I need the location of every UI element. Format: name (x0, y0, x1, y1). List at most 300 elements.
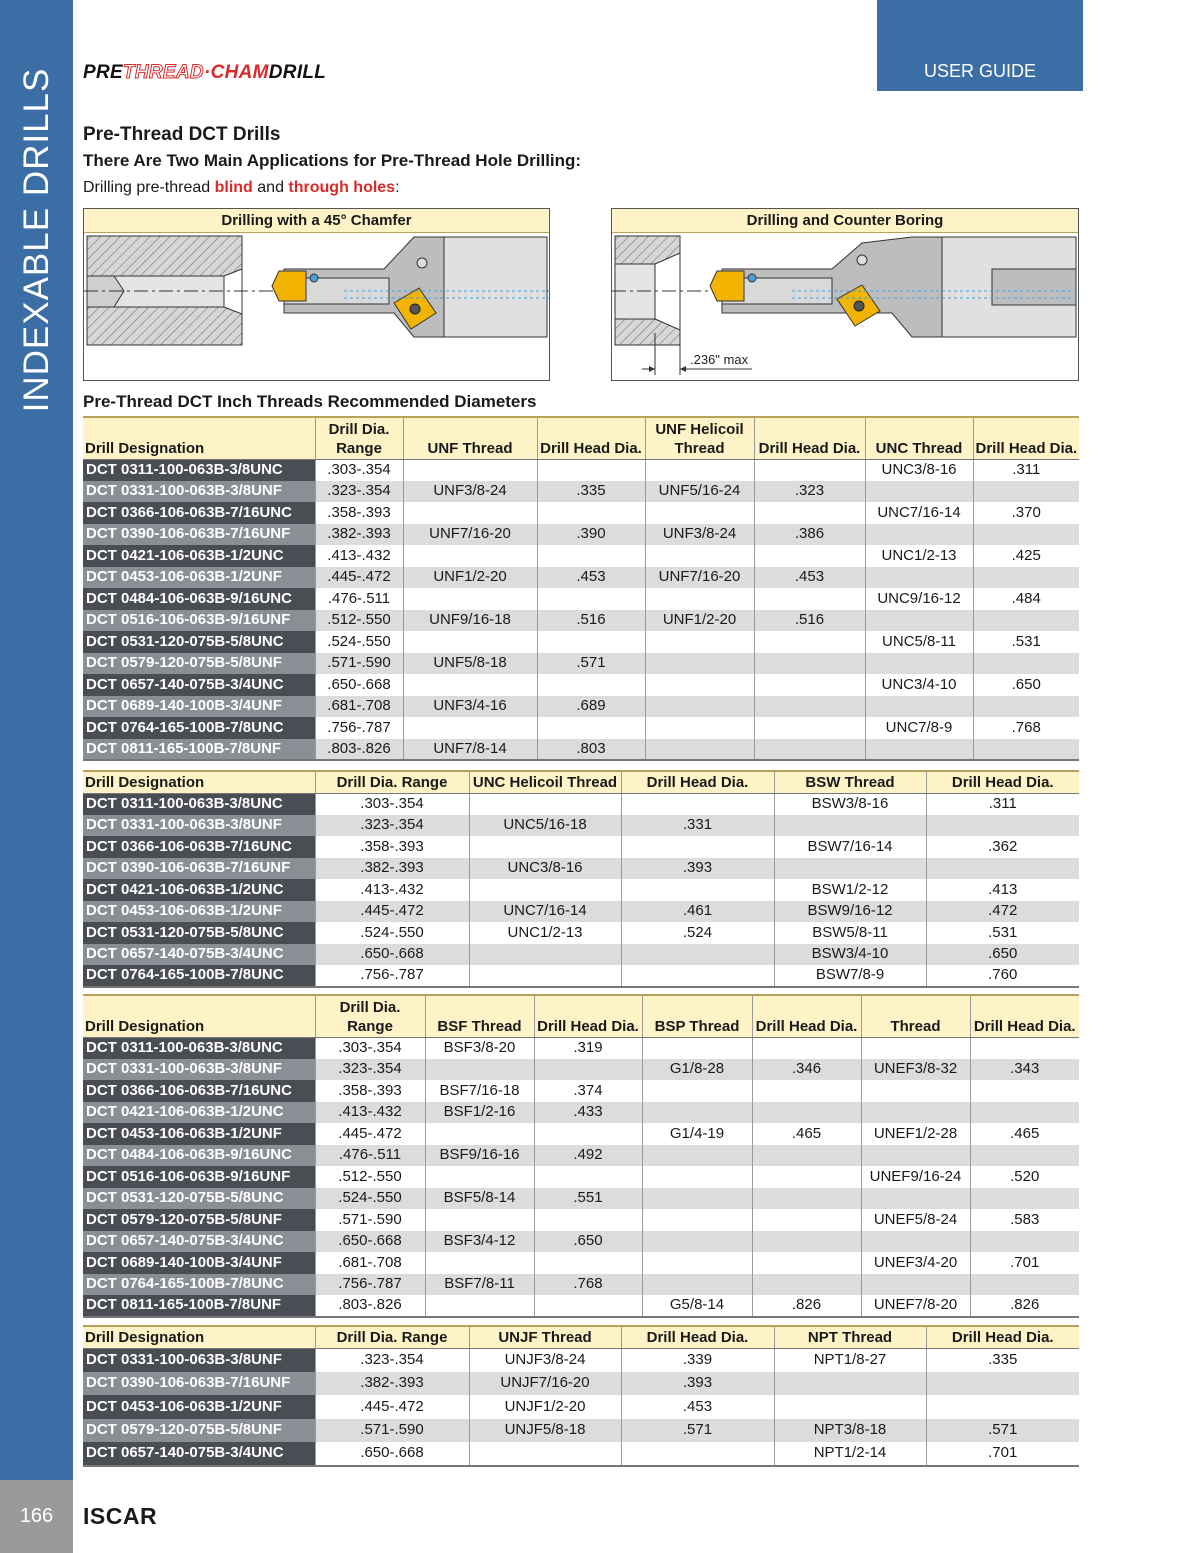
table-cell (973, 610, 1079, 632)
table-cell (752, 1231, 861, 1253)
table-row (83, 1231, 1079, 1253)
table-cell (642, 1037, 752, 1059)
col-header: Drill Head Dia. (752, 995, 861, 1037)
table-cell (752, 1102, 861, 1124)
table-cell: .303-.354 (315, 793, 469, 815)
table-cell (865, 481, 973, 503)
table-row (83, 545, 1079, 567)
table-cell (752, 1274, 861, 1296)
table-bsf-bsp-unef (83, 994, 1079, 1318)
table-cell (469, 965, 621, 987)
intro-text (83, 179, 400, 197)
table-cell (861, 1231, 970, 1253)
table-cell (861, 1188, 970, 1210)
table-cell: .512-.550 (315, 610, 403, 632)
table-row (83, 793, 1079, 815)
table-row (83, 858, 1079, 880)
table-cell: UNC5/16-18 (469, 815, 621, 837)
table-cell (754, 459, 865, 481)
col-header (315, 995, 425, 1037)
brand-thread: THREAD (122, 62, 204, 83)
table-cell: NPT1/8-27 (774, 1348, 926, 1372)
col-header: Drill Head Dia. (970, 995, 1079, 1037)
table-cell (752, 1037, 861, 1059)
table-row (83, 610, 1079, 632)
table-cell: BSF7/16-18 (425, 1080, 534, 1102)
col-header: UNC Thread (865, 417, 973, 459)
table-cell: .551 (534, 1188, 642, 1210)
table-row (83, 696, 1079, 718)
table-cell: .681-.708 (315, 696, 403, 718)
drill-designation-cell: DCT 0484-106-063B-9/16UNC (83, 1145, 315, 1167)
chamfer-drill-illustration (84, 233, 549, 380)
table-header-row (83, 417, 1079, 459)
table-cell: .650 (926, 944, 1079, 966)
table-cell (774, 858, 926, 880)
table-cell (754, 502, 865, 524)
table-cell (534, 1123, 642, 1145)
table-cell: UNEF5/8-24 (861, 1209, 970, 1231)
table-cell (425, 1123, 534, 1145)
table-cell: .465 (752, 1123, 861, 1145)
col-header: Drill Head Dia. (534, 995, 642, 1037)
side-title-text: INDEXABLE DRILLS (17, 67, 56, 413)
table-cell (754, 739, 865, 761)
table-cell: BSF3/4-12 (425, 1231, 534, 1253)
diagram-chamfer (83, 208, 550, 381)
drill-designation-cell: DCT 0764-165-100B-7/8UNC (83, 717, 315, 739)
table-row (83, 1252, 1079, 1274)
table-cell: UNC5/8-11 (865, 631, 973, 653)
table-cell (642, 1231, 752, 1253)
intro-through: through holes (288, 179, 396, 196)
table-unjf-npt (83, 1325, 1079, 1467)
table-cell (861, 1145, 970, 1167)
table-cell (926, 815, 1079, 837)
table-cell: UNJF1/2-20 (469, 1395, 621, 1419)
table-cell (970, 1188, 1079, 1210)
table-cell (861, 1102, 970, 1124)
table-cell: UNC7/8-9 (865, 717, 973, 739)
table-cell: UNC1/2-13 (469, 922, 621, 944)
drill-designation-cell: DCT 0811-165-100B-7/8UNF (83, 739, 315, 761)
table-row (83, 944, 1079, 966)
dimension-label: .236" max (690, 352, 749, 367)
drill-tool (272, 237, 549, 337)
table-cell: .413-.432 (315, 1102, 425, 1124)
table-row (83, 879, 1079, 901)
table-cell: .701 (926, 1442, 1079, 1466)
drill-designation-cell: DCT 0531-120-075B-5/8UNC (83, 631, 315, 653)
table-cell (752, 1166, 861, 1188)
table-cell (926, 1372, 1079, 1396)
table-cell (865, 739, 973, 761)
table-row (83, 1123, 1079, 1145)
table-row (83, 1037, 1079, 1059)
insert-icon (710, 271, 744, 301)
table-unc-helicoil-bsw (83, 770, 1079, 988)
table-cell: UNF5/16-24 (645, 481, 754, 503)
table-cell: .516 (537, 610, 645, 632)
col-header: Drill Head Dia. (926, 1326, 1079, 1348)
table-cell (752, 1145, 861, 1167)
col-header-line: Range (347, 1017, 393, 1035)
drill-designation-cell: DCT 0531-120-075B-5/8UNC (83, 922, 315, 944)
col-header: UNJF Thread (469, 1326, 621, 1348)
table-cell (645, 545, 754, 567)
table-cell: .382-.393 (315, 524, 403, 546)
table-cell (754, 631, 865, 653)
drill-designation-cell: DCT 0311-100-063B-3/8UNC (83, 793, 315, 815)
col-header: Drill Head Dia. (621, 1326, 774, 1348)
table-row (83, 1372, 1079, 1396)
table-cell: .413 (926, 879, 1079, 901)
table-cell (534, 1166, 642, 1188)
table-cell (642, 1188, 752, 1210)
drill-designation-cell: DCT 0366-106-063B-7/16UNC (83, 836, 315, 858)
table-row (83, 901, 1079, 923)
table-cell (645, 696, 754, 718)
table-cell: UNEF9/16-24 (861, 1166, 970, 1188)
table-cell: .370 (973, 502, 1079, 524)
table-cell: .339 (621, 1348, 774, 1372)
table-cell (469, 836, 621, 858)
table-cell (537, 459, 645, 481)
table-cell: .358-.393 (315, 1080, 425, 1102)
drill-designation-cell: DCT 0390-106-063B-7/16UNF (83, 524, 315, 546)
table-cell: BSF9/16-16 (425, 1145, 534, 1167)
table-cell (754, 696, 865, 718)
drill-designation-cell: DCT 0421-106-063B-1/2UNC (83, 1102, 315, 1124)
table-cell: UNF7/16-20 (403, 524, 537, 546)
table-cell (973, 696, 1079, 718)
table-row (83, 739, 1079, 761)
table-cell: .311 (926, 793, 1079, 815)
table-cell: .323-.354 (315, 1059, 425, 1081)
table-row (83, 965, 1079, 987)
table-cell: .701 (970, 1252, 1079, 1274)
drill-designation-cell: DCT 0453-106-063B-1/2UNF (83, 901, 315, 923)
table-cell (425, 1059, 534, 1081)
col-header: Drill Designation (83, 995, 315, 1037)
screw-icon (410, 304, 420, 314)
table-cell: BSF3/8-20 (425, 1037, 534, 1059)
table-cell (621, 944, 774, 966)
iscar-logo: ISCAR (83, 1503, 158, 1529)
table-row (83, 1166, 1079, 1188)
table-cell: .445-.472 (315, 567, 403, 589)
table-cell (973, 567, 1079, 589)
brand-logo (83, 62, 326, 84)
table-cell: .331 (621, 815, 774, 837)
table-row (83, 674, 1079, 696)
insert-icon (272, 271, 306, 301)
table-cell (537, 502, 645, 524)
table-row (83, 1395, 1079, 1419)
col-header: Thread (861, 995, 970, 1037)
table-cell: UNEF7/8-20 (861, 1295, 970, 1317)
coolant-hole-icon (310, 274, 318, 282)
table-cell (642, 1166, 752, 1188)
table-cell (752, 1080, 861, 1102)
table-cell: .465 (970, 1123, 1079, 1145)
table-cell: BSW1/2-12 (774, 879, 926, 901)
table-cell: .531 (926, 922, 1079, 944)
table-cell (973, 739, 1079, 761)
table-row (83, 1145, 1079, 1167)
table-cell (403, 631, 537, 653)
table-cell: .476-.511 (315, 1145, 425, 1167)
table-cell (926, 858, 1079, 880)
table-cell: UNJF7/16-20 (469, 1372, 621, 1396)
table-row (83, 1188, 1079, 1210)
table-cell: .453 (537, 567, 645, 589)
drill-designation-cell: DCT 0421-106-063B-1/2UNC (83, 879, 315, 901)
col-header: BSW Thread (774, 771, 926, 793)
table-cell (865, 653, 973, 675)
col-header: Drill Head Dia. (973, 417, 1079, 459)
drill-designation-cell: DCT 0516-106-063B-9/16UNF (83, 610, 315, 632)
table-row (83, 717, 1079, 739)
table-cell (537, 588, 645, 610)
drill-designation-cell: DCT 0453-106-063B-1/2UNF (83, 1395, 315, 1419)
table-cell: UNC7/16-14 (469, 901, 621, 923)
col-header-line: Thread (674, 439, 725, 457)
table-cell: .303-.354 (315, 459, 403, 481)
diagram-counter-bore (611, 208, 1079, 381)
table-row (83, 481, 1079, 503)
table-cell: .756-.787 (315, 1274, 425, 1296)
table-unf-unc (83, 416, 1079, 761)
table-cell: .445-.472 (315, 1395, 469, 1419)
table-cell: .346 (752, 1059, 861, 1081)
screw-icon (417, 258, 427, 268)
table-cell: UNF9/16-18 (403, 610, 537, 632)
table-cell: UNEF1/2-28 (861, 1123, 970, 1145)
table-cell (469, 879, 621, 901)
table-cell (970, 1102, 1079, 1124)
table-cell: .358-.393 (315, 836, 469, 858)
table-cell (403, 459, 537, 481)
table-cell (621, 793, 774, 815)
table-cell: .335 (537, 481, 645, 503)
table-cell: UNF3/8-24 (645, 524, 754, 546)
col-header: BSF Thread (425, 995, 534, 1037)
table-cell: .531 (973, 631, 1079, 653)
table-row (83, 567, 1079, 589)
table-cell: .362 (926, 836, 1079, 858)
col-header: Drill Designation (83, 417, 315, 459)
table-row (83, 815, 1079, 837)
table-cell (754, 653, 865, 675)
table-cell (621, 836, 774, 858)
table-cell: UNC3/8-16 (865, 459, 973, 481)
col-header (315, 417, 403, 459)
table-cell: UNF5/8-18 (403, 653, 537, 675)
table-cell (642, 1209, 752, 1231)
table-cell: .492 (534, 1145, 642, 1167)
table-cell: UNEF3/4-20 (861, 1252, 970, 1274)
table-cell (469, 944, 621, 966)
user-guide-tab: USER GUIDE (877, 0, 1083, 91)
drill-designation-cell: DCT 0366-106-063B-7/16UNC (83, 502, 315, 524)
col-header: Drill Head Dia. (754, 417, 865, 459)
table-cell (645, 653, 754, 675)
table-cell (752, 1209, 861, 1231)
table-cell: BSW7/16-14 (774, 836, 926, 858)
table-cell (973, 524, 1079, 546)
table-cell: .393 (621, 858, 774, 880)
table-row (83, 1295, 1079, 1317)
table-cell: UNF7/16-20 (645, 567, 754, 589)
table-cell: .571 (537, 653, 645, 675)
table-row (83, 1419, 1079, 1443)
drill-designation-cell: DCT 0366-106-063B-7/16UNC (83, 1080, 315, 1102)
drill-designation-cell: DCT 0484-106-063B-9/16UNC (83, 588, 315, 610)
table-cell: BSF1/2-16 (425, 1102, 534, 1124)
table-cell (645, 631, 754, 653)
table-cell: .425 (973, 545, 1079, 567)
table-cell (403, 502, 537, 524)
table-header-row (83, 771, 1079, 793)
table-cell: BSF7/8-11 (425, 1274, 534, 1296)
brand-drill: DRILL (268, 62, 327, 83)
table-cell (645, 502, 754, 524)
table-cell (970, 1037, 1079, 1059)
table-cell: .445-.472 (315, 901, 469, 923)
table-cell: .303-.354 (315, 1037, 425, 1059)
table-cell (973, 481, 1079, 503)
table-cell: .393 (621, 1372, 774, 1396)
drill-designation-cell: DCT 0689-140-100B-3/4UNF (83, 1252, 315, 1274)
table-cell: .484 (973, 588, 1079, 610)
table-cell (403, 545, 537, 567)
col-header: NPT Thread (774, 1326, 926, 1348)
table-cell: .524-.550 (315, 1188, 425, 1210)
table-cell: .374 (534, 1080, 642, 1102)
table-cell: NPT3/8-18 (774, 1419, 926, 1443)
section-title: Pre-Thread DCT Drills (83, 124, 281, 145)
drill-designation-cell: DCT 0390-106-063B-7/16UNF (83, 1372, 315, 1396)
table-cell: .453 (621, 1395, 774, 1419)
table-cell (425, 1209, 534, 1231)
table-row (83, 1274, 1079, 1296)
table-cell (534, 1059, 642, 1081)
table-cell: .689 (537, 696, 645, 718)
table-cell (645, 739, 754, 761)
table-cell: .390 (537, 524, 645, 546)
table-cell: UNC9/16-12 (865, 588, 973, 610)
table-cell (774, 1395, 926, 1419)
table-cell (970, 1274, 1079, 1296)
table-cell: .756-.787 (315, 965, 469, 987)
col-header (645, 417, 754, 459)
table-cell (534, 1295, 642, 1317)
table-cell (645, 588, 754, 610)
table-cell (642, 1252, 752, 1274)
brand-dot: · (203, 62, 211, 83)
counter-bore-drill-illustration (612, 233, 1078, 380)
table-cell (403, 674, 537, 696)
table-cell (970, 1231, 1079, 1253)
table-cell: .335 (926, 1348, 1079, 1372)
brand-cham: CHAM (210, 62, 269, 83)
table-row (83, 836, 1079, 858)
table-cell: UNJF5/8-18 (469, 1419, 621, 1443)
drill-designation-cell: DCT 0311-100-063B-3/8UNC (83, 459, 315, 481)
table-cell (754, 588, 865, 610)
table-cell (642, 1274, 752, 1296)
drill-designation-cell: DCT 0579-120-075B-5/8UNF (83, 653, 315, 675)
table-cell: .650-.668 (315, 1231, 425, 1253)
table-cell: .382-.393 (315, 1372, 469, 1396)
table-cell: .413-.432 (315, 545, 403, 567)
table-cell: UNJF3/8-24 (469, 1348, 621, 1372)
table-row (83, 922, 1079, 944)
table-cell: BSW9/16-12 (774, 901, 926, 923)
table-cell (973, 653, 1079, 675)
table-cell: UNC3/8-16 (469, 858, 621, 880)
table-cell: .472 (926, 901, 1079, 923)
table-cell: .571-.590 (315, 1209, 425, 1231)
drill-designation-cell: DCT 0811-165-100B-7/8UNF (83, 1295, 315, 1317)
col-header: Drill Dia. Range (315, 1326, 469, 1348)
table-cell (970, 1145, 1079, 1167)
table-cell: .386 (754, 524, 865, 546)
table-cell: .323-.354 (315, 1348, 469, 1372)
table-cell: .516 (754, 610, 865, 632)
table-cell (469, 1442, 621, 1466)
screw-icon (857, 255, 867, 265)
drill-designation-cell: DCT 0453-106-063B-1/2UNF (83, 1123, 315, 1145)
drill-designation-cell: DCT 0689-140-100B-3/4UNF (83, 696, 315, 718)
table-cell: .583 (970, 1209, 1079, 1231)
drill-designation-cell: DCT 0516-106-063B-9/16UNF (83, 1166, 315, 1188)
table-cell: .803 (537, 739, 645, 761)
col-header-line: Range (336, 439, 382, 457)
table-cell (621, 879, 774, 901)
table-header-row (83, 1326, 1079, 1348)
col-header-line: Drill Dia. (328, 420, 390, 438)
table-cell: G1/4-19 (642, 1123, 752, 1145)
table-cell (865, 524, 973, 546)
table-cell (774, 1372, 926, 1396)
table-cell (403, 717, 537, 739)
diagram-chamfer-title: Drilling with a 45° Chamfer (84, 209, 549, 233)
table-cell: .768 (534, 1274, 642, 1296)
table-cell: .323-.354 (315, 815, 469, 837)
table-cell (534, 1252, 642, 1274)
table-cell: UNF1/2-20 (403, 567, 537, 589)
drill-designation-cell: DCT 0331-100-063B-3/8UNF (83, 481, 315, 503)
table-cell: .826 (752, 1295, 861, 1317)
table-cell (865, 696, 973, 718)
table-row (83, 1059, 1079, 1081)
table-cell: UNEF3/8-32 (861, 1059, 970, 1081)
col-header: Drill Dia. Range (315, 771, 469, 793)
table-cell: .343 (970, 1059, 1079, 1081)
table-cell: .650-.668 (315, 1442, 469, 1466)
table-cell: .571 (621, 1419, 774, 1443)
intro-part: : (395, 179, 400, 196)
table-cell (926, 1395, 1079, 1419)
table-cell (754, 717, 865, 739)
brand-pre: PRE (83, 62, 123, 83)
table-cell: BSW3/8-16 (774, 793, 926, 815)
table-cell (752, 1188, 861, 1210)
table-cell: BSW5/8-11 (774, 922, 926, 944)
table-cell: .760 (926, 965, 1079, 987)
